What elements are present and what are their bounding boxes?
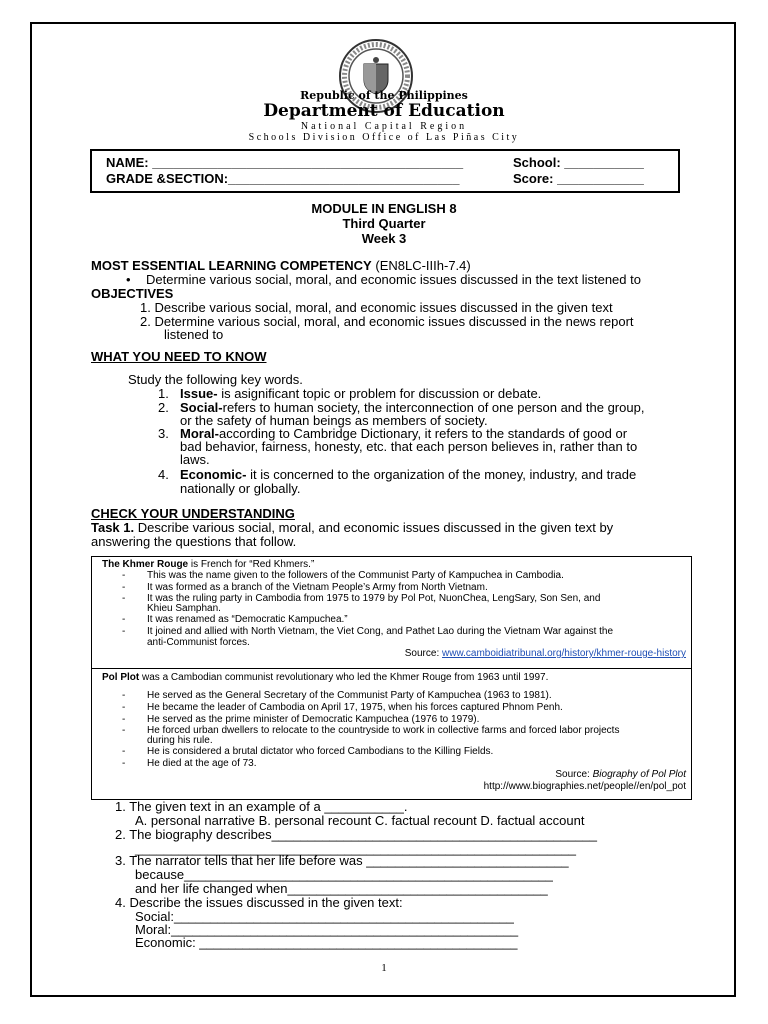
list-dash: -	[122, 593, 126, 604]
task-instruction: Task 1. Describe various social, moral, and economic issues discussed in the given text by	[91, 520, 614, 535]
task-instruction-cont: answering the questions that follow.	[91, 534, 297, 549]
pol-pot-fact: He forced urban dwellers to relocate to the countryside to work in collective farms and forced labor projects	[147, 725, 620, 736]
khmer-source: Source: www.camboidiatribunal.org/history/khmer-rouge-history	[404, 648, 686, 659]
khmer-fact: It was the ruling party in Cambodia from 1975 to 1979 by Pol Pot, NuonChea, LengSary, Son Sen, and	[147, 593, 601, 604]
objective-item: 1. Describe various social, moral, and economic issues discussed in the given text	[140, 300, 613, 315]
question-2-answer-line[interactable]: _____________________________________________________________	[135, 841, 577, 856]
list-dash: -	[122, 690, 126, 701]
school-field[interactable]: School: ___________	[513, 155, 644, 170]
keyword-economic: Economic- it is concerned to the organization of the money, industry, and trade	[180, 467, 637, 482]
page-number: 1	[381, 962, 387, 974]
khmer-fact: This was the name given to the followers of the Communist Party of Kampuchea in Cambodia.	[147, 570, 564, 581]
pol-pot-intro: Pol Plot was a Cambodian communist revolutionary who led the Khmer Rouge from 1963 until 1997.	[102, 672, 549, 683]
reading-divider	[91, 668, 692, 669]
list-dash: -	[122, 714, 126, 725]
objective-item: listened to	[164, 327, 224, 342]
melc-heading-line	[91, 259, 471, 273]
list-dash: -	[122, 582, 126, 593]
pol-pot-fact: during his rule.	[147, 735, 213, 746]
source-link[interactable]: www.camboidiatribunal.org/history/khmer-rouge-history	[442, 648, 686, 659]
question-2[interactable]: 2. The biography describes_____________________________________________	[115, 827, 597, 842]
pol-pot-fact: He became the leader of Cambodia on April 17, 1975, when his forces captured Phnom Penh.	[147, 702, 563, 713]
list-dash: -	[122, 725, 126, 736]
question-3[interactable]: 3. The narrator tells that her life before was ____________________________	[115, 853, 569, 868]
khmer-fact: anti-Communist forces.	[147, 637, 250, 648]
pol-pot-source: Source: Biography of Pol Plot	[555, 769, 686, 780]
pol-pot-fact: He served as the General Secretary of the Communist Party of Kampuchea (1963 to 1981).	[147, 690, 552, 701]
question-3-because[interactable]: because___________________________________________________	[135, 867, 553, 882]
list-dash: -	[122, 626, 126, 637]
know-heading: WHAT YOU NEED TO KNOW	[91, 349, 267, 364]
keyword-issue: Issue- is asignificant topic or problem for discussion or debate.	[180, 386, 542, 401]
keyword-moral-cont: laws.	[180, 452, 210, 467]
week-label: Week 3	[361, 231, 407, 246]
grade-section-field[interactable]: GRADE &SECTION:________________________________	[106, 171, 460, 186]
keyword-economic-cont: nationally or globally.	[180, 481, 301, 496]
name-field[interactable]: NAME: ___________________________________________	[106, 155, 464, 170]
pol-pot-fact: He is considered a brutal dictator who forced Cambodians to the Killing Fields.	[147, 746, 494, 757]
know-intro: Study the following key words.	[128, 372, 303, 387]
check-heading: CHECK YOUR UNDERSTANDING	[91, 506, 295, 521]
keyword-social-cont: or the safety of human beings as members of society.	[180, 413, 488, 428]
khmer-fact: It joined and allied with North Vietnam, the Viet Cong, and Pathet Lao during the Vietnam War against the	[147, 626, 614, 637]
pol-pot-fact: He died at the age of 73.	[147, 758, 257, 769]
khmer-rouge-intro: The Khmer Rouge is French for “Red Khmers.”	[102, 559, 315, 570]
keyword-number: 4.	[158, 467, 169, 482]
region-label: National Capital Region	[300, 121, 468, 132]
list-dash: -	[122, 614, 126, 625]
pol-pot-source-url: http://www.biographies.net/people//en/pol_pot	[483, 781, 686, 792]
question-1-choices[interactable]: A. personal narrative B. personal recount C. factual recount D. factual account	[135, 813, 585, 828]
keyword-social: Social-refers to human society, the interconnection of one person and the group,	[180, 400, 645, 415]
score-field[interactable]: Score: ____________	[513, 171, 644, 186]
module-title: MODULE IN ENGLISH 8	[311, 201, 457, 216]
quarter-label: Third Quarter	[342, 216, 426, 231]
question-4: 4. Describe the issues discussed in the given text:	[115, 895, 403, 910]
list-dash: -	[122, 746, 126, 757]
list-dash: -	[122, 758, 126, 769]
question-1: 1. The given text in an example of a ___________.	[115, 799, 408, 814]
objective-item: 2. Determine various social, moral, and economic issues discussed in the news report	[140, 314, 634, 329]
melc-code: (EN8LC-IIIh-7.4)	[375, 258, 471, 273]
student-info-box	[90, 149, 680, 193]
republic-label: Republic of the Philippines	[300, 89, 468, 102]
keyword-moral: Moral-according to Cambridge Dictionary, it refers to the standards of good or	[180, 426, 628, 441]
list-dash: -	[122, 570, 126, 581]
keyword-number: 3.	[158, 426, 169, 441]
melc-heading: MOST ESSENTIAL LEARNING COMPETENCY	[91, 258, 372, 273]
khmer-fact: It was renamed as “Democratic Kampuchea.”	[147, 614, 348, 625]
khmer-fact: Khieu Samphan.	[147, 603, 221, 614]
keyword-number: 1.	[158, 386, 169, 401]
melc-bullet-icon: •	[126, 272, 131, 287]
division-label: Schools Division Office of Las Piñas City	[248, 132, 520, 143]
pol-pot-fact: He served as the prime minister of Democratic Kampuchea (1976 to 1979).	[147, 714, 480, 725]
answer-moral[interactable]: Moral:________________________________________________	[135, 922, 519, 937]
answer-economic[interactable]: Economic: ____________________________________________	[135, 935, 518, 950]
list-dash: -	[122, 702, 126, 713]
melc-bullet: Determine various social, moral, and economic issues discussed in the text listened to	[146, 272, 641, 287]
objectives-heading: OBJECTIVES	[91, 286, 174, 301]
question-3-changed[interactable]: and her life changed when____________________________________	[135, 881, 548, 896]
keyword-moral-cont: bad behavior, fairness, honesty, etc. that each person believes in, rather than to	[180, 439, 638, 454]
khmer-fact: It was formed as a branch of the Vietnam People’s Army from North Vietnam.	[147, 582, 488, 593]
keyword-number: 2.	[158, 400, 169, 415]
answer-social[interactable]: Social:_______________________________________________	[135, 909, 514, 924]
department-title: Department of Education	[263, 101, 505, 121]
